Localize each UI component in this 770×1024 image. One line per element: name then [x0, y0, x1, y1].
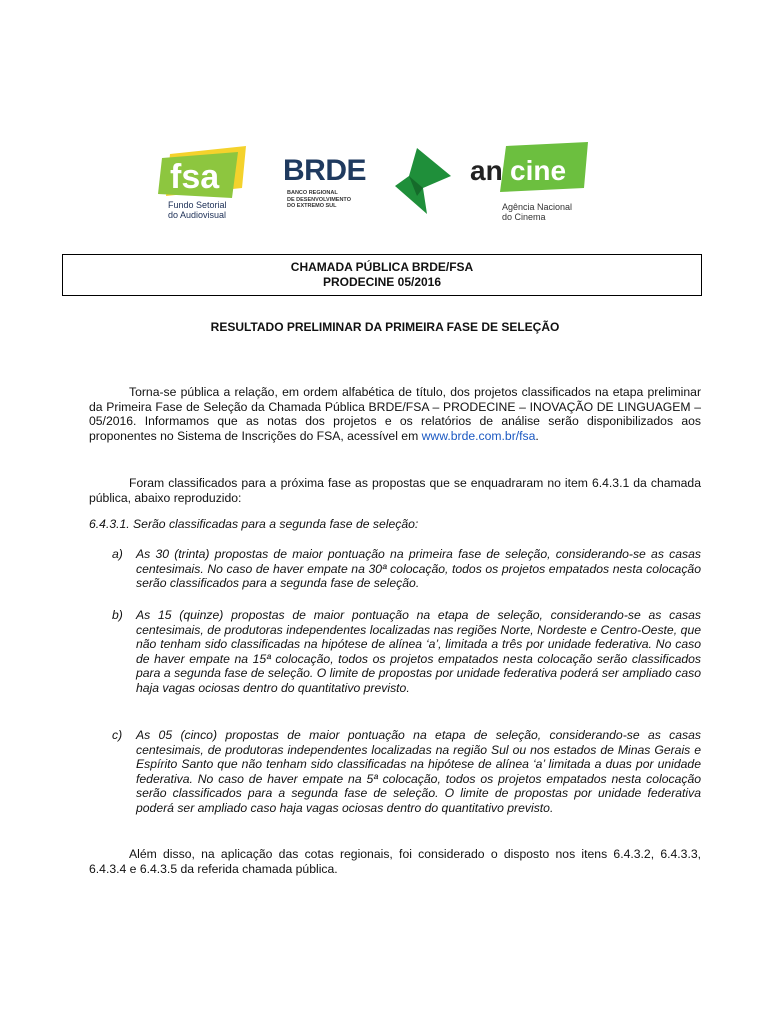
svg-text:an: an: [470, 155, 503, 186]
document-title-box: [62, 254, 702, 296]
brde-subtitle: BANCO REGIONAL DE DESENVOLVIMENTO DO EXTREMO SUL: [287, 190, 351, 209]
list-item: [112, 547, 701, 591]
fsa-caption: Fundo Setorial do Audiovisual: [168, 200, 227, 220]
brde-logo: [283, 146, 453, 216]
list-item: [112, 728, 701, 815]
fsa-logo: [148, 144, 248, 224]
brde-wordmark: BRDE: [283, 154, 367, 187]
list-item: [112, 608, 701, 695]
clause-heading: 6.4.3.1. Serão classificadas para a segunda fase de seleção:: [89, 517, 419, 531]
document-subtitle: RESULTADO PRELIMINAR DA PRIMEIRA FASE DE SELEÇÃO: [210, 320, 560, 334]
list-item-text: As 15 (quinze) propostas de maior pontuação na etapa de seleção, considerando-se as casas centesimais, de produtoras independentes localizadas nas regiões Norte, Nordeste e Centro-Oeste, que não tenham sido classificadas na hipótese de alínea ‘a’, limitada a três por unidade federativa. No caso de haver empate na 15ª colocação, todos os projetos empatados nesta colocação serão classificados para a segunda fase de seleção. O limite de propostas por unidade federativa poderá ser ampliado caso haja vagas ociosas dentro do quantitativo previsto.: [136, 608, 701, 695]
ancine-caption: Agência Nacional do Cinema: [502, 202, 573, 222]
list-item-label: b): [112, 608, 123, 622]
list-item-text: As 30 (trinta) propostas de maior pontuação na primeira fase de seleção, considerando-se as casas centesimais. No caso de haver empate na 30ª colocação, todos os projetos empatados nesta colocação serão classificados para a segunda fase de seleção.: [136, 547, 701, 590]
svg-text:cine: cine: [510, 155, 567, 186]
ancine-logo: [470, 142, 590, 226]
paragraph-regional-quotas: Além disso, na aplicação das cotas regionais, foi considerado o disposto nos itens 6.4.3.2, 6.4.3.3, 6.4.3.4 e 6.4.3.5 da referida chamada pública.: [89, 847, 701, 876]
list-item-label: c): [112, 728, 123, 742]
paragraph-classification: Foram classificados para a próxima fase as propostas que se enquadraram no item 6.4.3.1 da chamada pública, abaixo reproduzido:: [89, 476, 701, 505]
svg-text:fsa: fsa: [170, 158, 220, 196]
title-line-2: PRODECINE 05/2016: [322, 275, 442, 289]
list-item-label: a): [112, 547, 123, 561]
fsa-logo-mark: [148, 144, 248, 200]
ancine-logo-mark: [470, 142, 590, 198]
list-item-text: As 05 (cinco) propostas de maior pontuação na etapa de seleção, considerando-se as casas centesimais, de produtoras independentes localizadas na região Sul ou nos estados de Minas Gerais e Espírito Santo que não tenham sido classificadas na hipótese de alínea ‘a’ limitada a duas por unidade federativa. No caso de haver empate na 5ª colocação, todos os projetos empatados nesta colocação serão classificados para a segunda fase de seleção. O limite de propostas por unidade federativa poderá ser ampliado caso haja vagas ociosas dentro do quantitativo previsto.: [136, 728, 701, 815]
logo-bar: [0, 140, 770, 230]
paragraph-intro: Torna-se pública a relação, em ordem alfabética de título, dos projetos classificados na etapa preliminar da Primeira Fase de Seleção da Chamada Pública BRDE/FSA – PRODECINE – INOVAÇÃO DE LINGUAGEM – 05/2016. Informamos que as notas dos projetos e os relatórios de análise serão disponibilizados aos proponentes no Sistema de Inscrições do FSA, acessível em www.brde.com.br/fsa.: [89, 385, 701, 443]
title-line-1: CHAMADA PÚBLICA BRDE/FSA: [290, 260, 474, 274]
fsa-website-link[interactable]: www.brde.com.br/fsa: [421, 428, 536, 443]
brde-leaf-icon: [387, 146, 453, 216]
